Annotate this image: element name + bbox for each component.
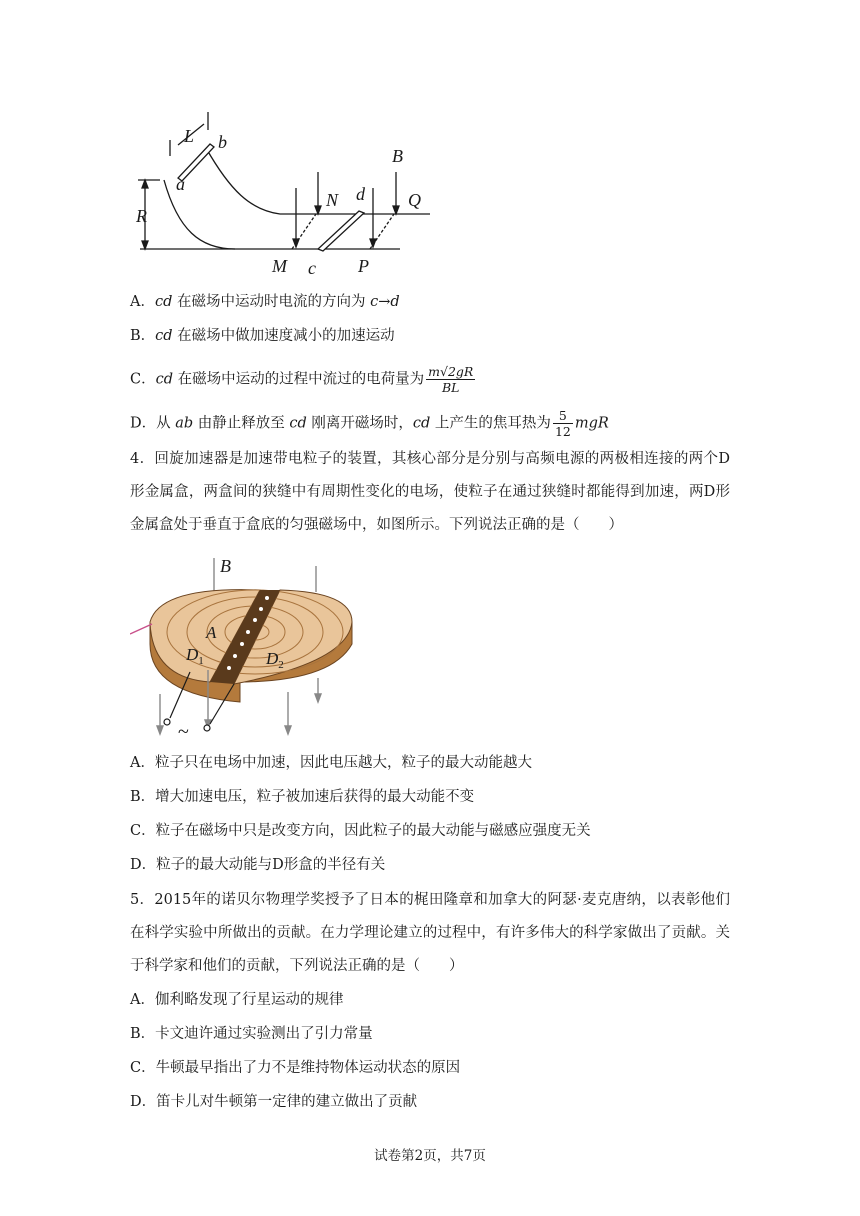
cyclotron-label-D2: $D_2$ xyxy=(266,649,284,671)
label-P: P xyxy=(358,256,369,276)
q3-option-d: D．从 ab 由静止释放至 cd 刚离开磁场时，cd 上产生的焦耳热为 $\frac{5}{12}$ mgR xyxy=(130,408,609,439)
label-b: b xyxy=(218,132,227,152)
page-footer: 试卷第2页，共7页 xyxy=(374,1148,486,1164)
q4-option-c: C．粒子在磁场中只是改变方向，因此粒子的最大动能与磁感应强度无关 xyxy=(130,823,591,839)
q4-option-b: B．增大加速电压，粒子被加速后获得的最大动能不变 xyxy=(130,789,475,805)
label-R: R xyxy=(136,206,147,226)
q5-option-b: B．卡文迪许通过实验测出了引力常量 xyxy=(130,1026,373,1042)
q3-option-c: C．cd 在磁场中运动的过程中流过的电荷量为 $\frac{m√2gR}{BL}$ xyxy=(130,364,474,395)
q5-stem: 5．2015年的诺贝尔物理学奖授予了日本的梶田隆章和加拿大的阿瑟·麦克唐纳，以表彰他们在科学实验中所做出的贡献。在力学理论建立的过程中，有许多伟大的科学家做出了贡献。关于科学家和他们的贡献，下列说法正确的是（ ） xyxy=(130,892,730,974)
label-L: L xyxy=(184,126,195,146)
q4-stem: 4．回旋加速器是加速带电粒子的装置，其核心部分是分别与高频电源的两极相连接的两个D形金属盒，两盒间的狭缝中有周期性变化的电场，使粒子在通过狭缝时都能得到加速，两D形金属盒处于垂直于盒底的匀强磁场中，如图所示。下列说法正确的是（ ） xyxy=(130,451,730,533)
cyclotron-label-tilde: ~ xyxy=(178,721,189,742)
label-M: M xyxy=(272,256,287,276)
rail-figure xyxy=(120,110,450,280)
label-c: c xyxy=(308,258,316,278)
cyclotron-label-B: B xyxy=(220,556,231,576)
label-a: a xyxy=(176,174,185,194)
label-Q: Q xyxy=(408,190,421,210)
label-B: B xyxy=(392,146,403,166)
q4-option-d: D．粒子的最大动能与D形盒的半径有关 xyxy=(130,857,386,873)
cyclotron-label-A: A xyxy=(206,623,217,642)
q5-option-c: C．牛顿最早指出了力不是维持物体运动状态的原因 xyxy=(130,1060,461,1076)
q4-option-a: A．粒子只在电场中加速，因此电压越大，粒子的最大动能越大 xyxy=(130,755,532,771)
q3-option-b: B．cd 在磁场中做加速度减小的加速运动 xyxy=(130,328,395,344)
label-N: N xyxy=(326,190,339,210)
q5-option-a: A．伽利略发现了行星运动的规律 xyxy=(130,992,344,1008)
q5-option-d: D．笛卡儿对牛顿第一定律的建立做出了贡献 xyxy=(130,1094,418,1110)
q3-option-a: A．cd 在磁场中运动时电流的方向为 c→d xyxy=(130,294,400,310)
cyclotron-label-D1: $D_1$ xyxy=(186,645,204,667)
label-d: d xyxy=(356,184,365,204)
cyclotron-figure xyxy=(130,552,370,742)
